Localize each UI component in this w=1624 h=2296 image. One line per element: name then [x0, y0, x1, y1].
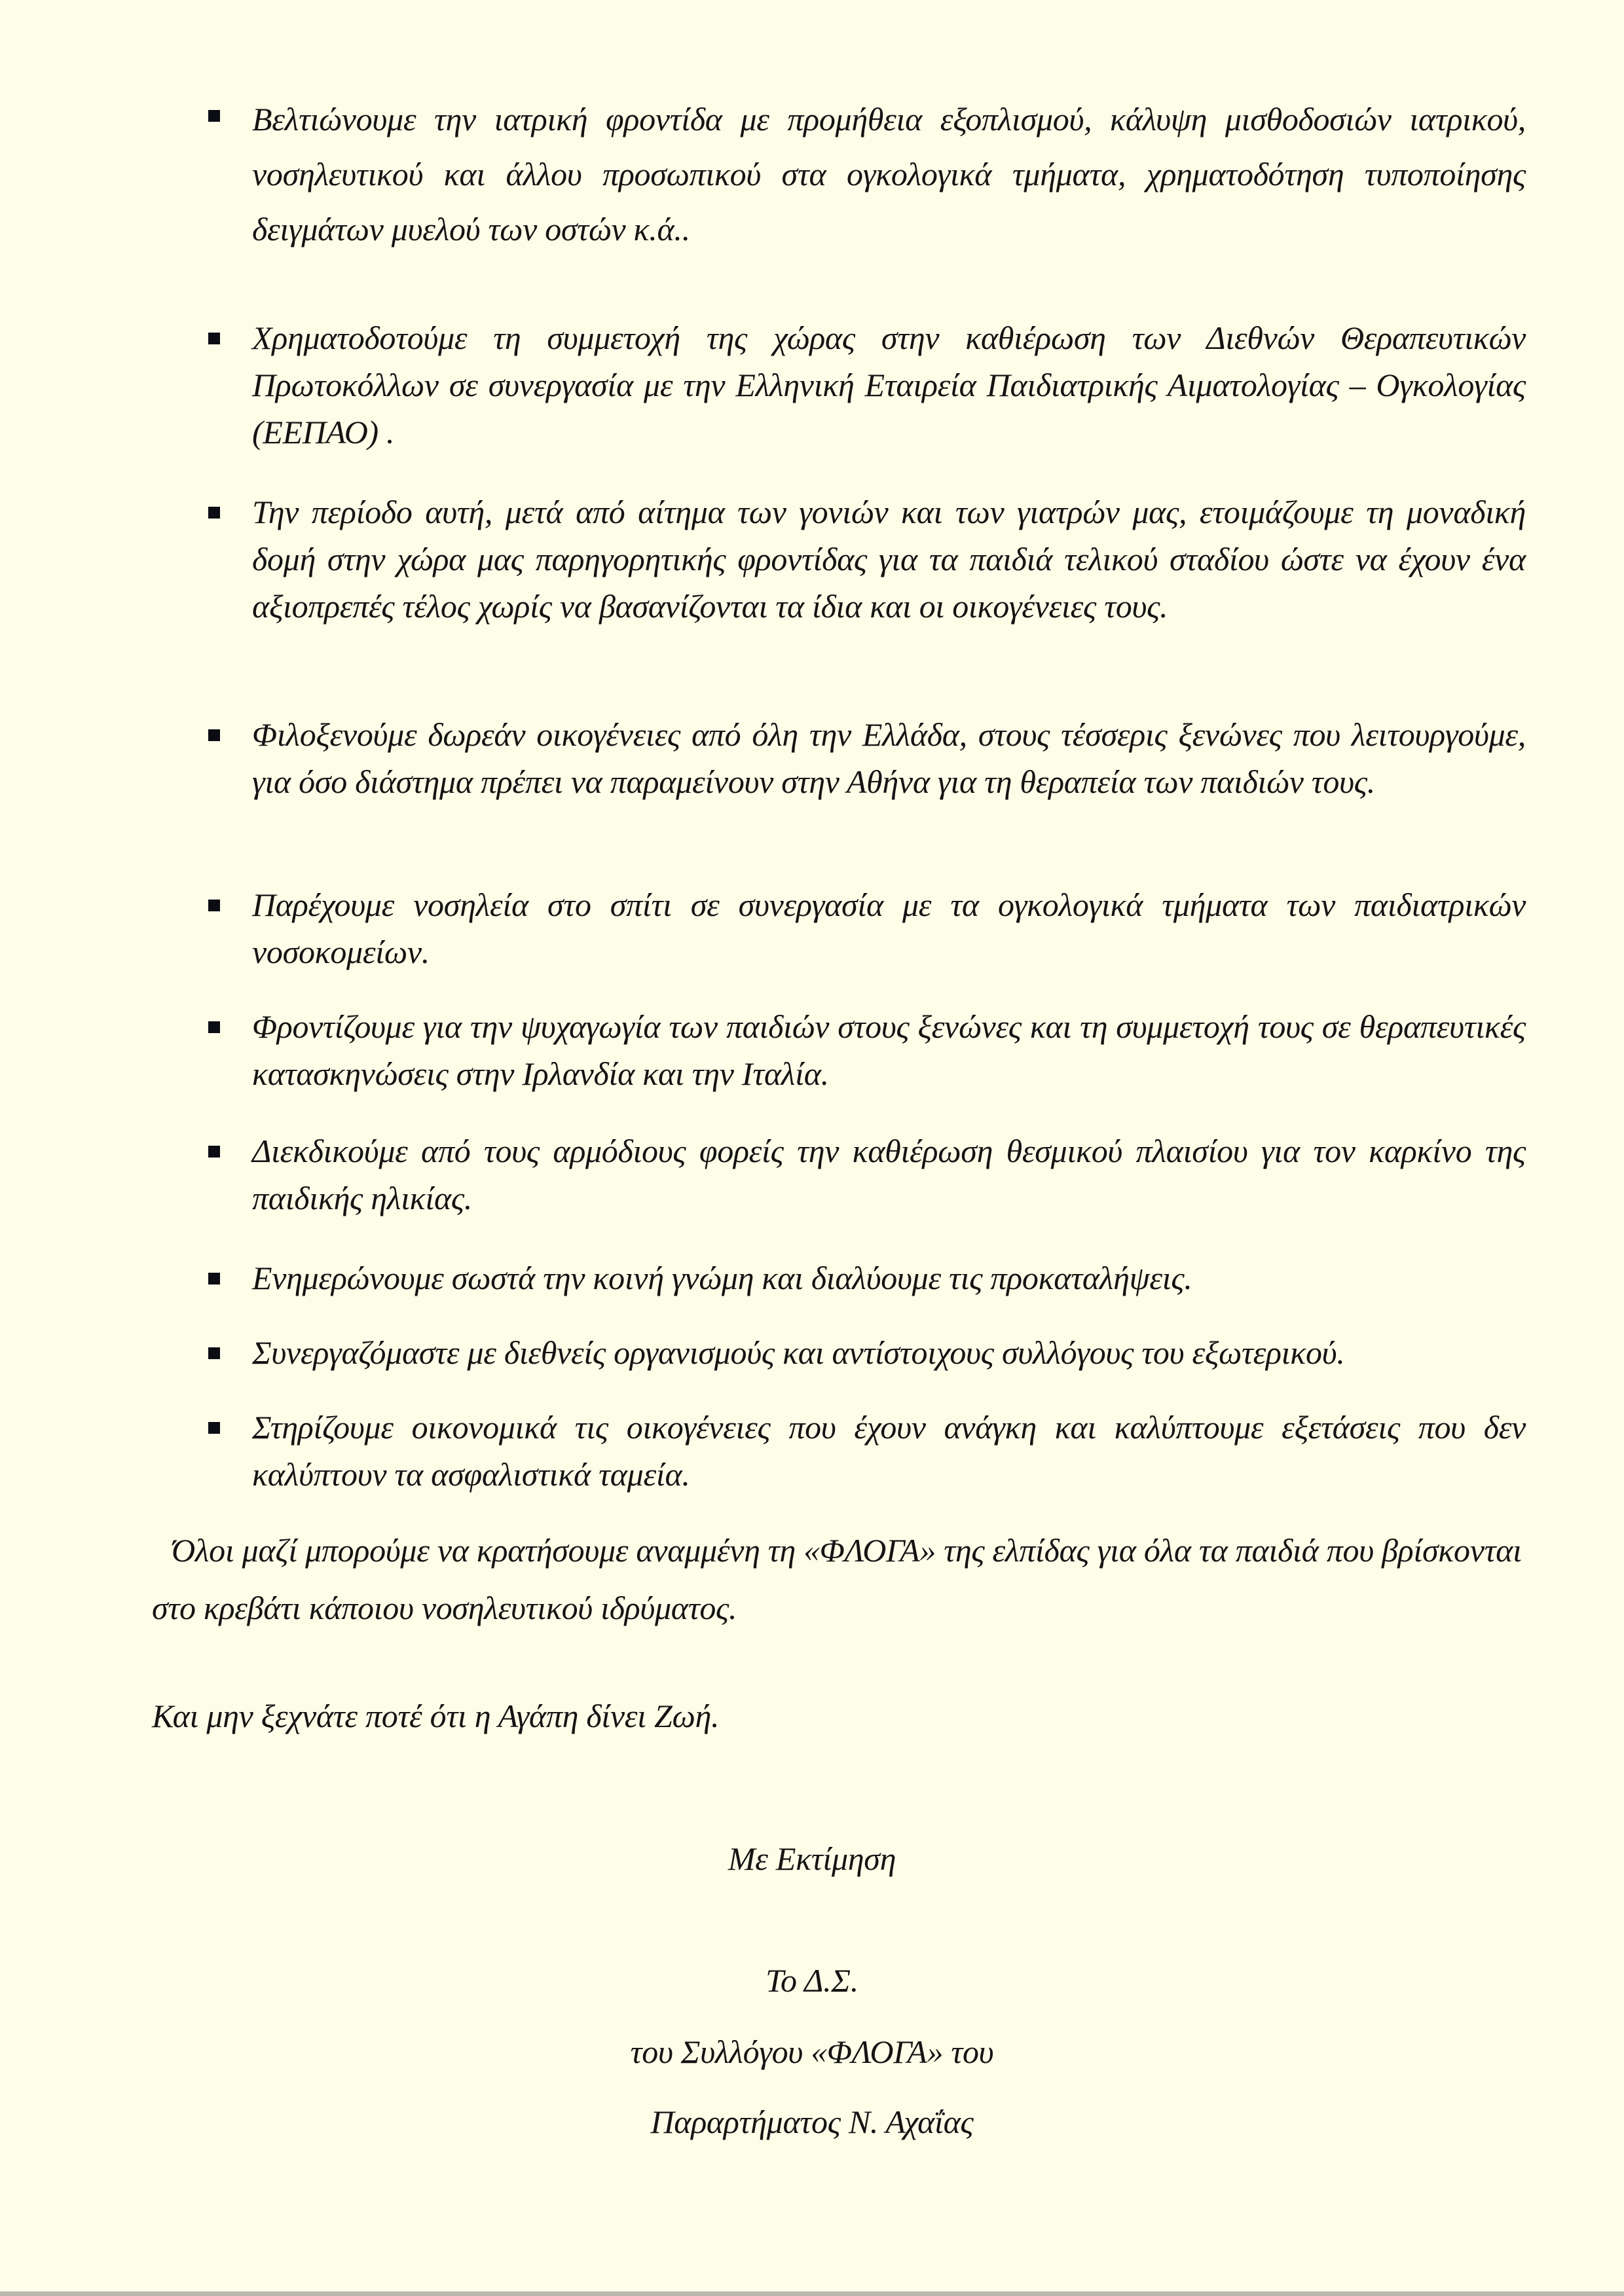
square-bullet-icon — [208, 900, 220, 911]
square-bullet-icon — [208, 1021, 220, 1033]
square-bullet-icon — [208, 1273, 220, 1285]
bullet-text: Την περίοδο αυτή, μετά από αίτημα των γονιών και των γιατρών μας, ετοιμάζουμε τη μοναδική δομή στην χώρα μας παρηγορητικής φροντίδας για τα παιδιά τελικού σταδίου ώστε να έχουν ένα αξιοπρεπές τέλος χωρίς να βασανίζονται τα ίδια και οι οικογένειες τους. — [252, 494, 1526, 625]
signature-association: του Συλλόγου «ΦΛΟΓΑ» του — [630, 2033, 994, 2070]
bullet-text: Διεκδικούμε από τους αρμόδιους φορείς την καθιέρωση θεσμικού πλαισίου για τον καρκίνο της παιδικής ηλικίας. — [252, 1133, 1526, 1216]
square-bullet-icon — [208, 729, 220, 741]
scan-bottom-edge — [0, 2291, 1624, 2296]
reminder-line: Και μην ξεχνάτε ποτέ ότι η Αγάπη δίνει Ζωή. — [152, 1698, 720, 1734]
bullet-text: Βελτιώνουμε την ιατρική φροντίδα με προμήθεια εξοπλισμού, κάλυψη μισθοδοσιών ιατρικού, νοσηλευτικού και άλλου προσωπικού στα ογκολογικά τμήματα, χρηματοδότηση τυποποίησης δειγμάτων μυελού των οστών κ.ά.. — [252, 101, 1526, 247]
signature-board: Το Δ.Σ. — [766, 1962, 858, 1999]
square-bullet-icon — [208, 1422, 220, 1434]
bullet-text: Χρηματοδοτούμε τη συμμετοχή της χώρας στην καθιέρωση των Διεθνών Θεραπευτικών Πρωτοκόλλων σε συνεργασία με την Ελληνική Εταιρεία Παιδιατρικής Αιματολογίας – Ογκολογίας (ΕΕΠΑΟ) . — [252, 319, 1526, 450]
closing-paragraph: Όλοι μαζί μπορούμε να κρατήσουμε αναμμένη τη «ΦΛΟΓΑ» της ελπίδας για όλα τα παιδιά που βρίσκονται στο κρεβάτι κάποιου νοσηλευτικού ιδρύματος. — [152, 1532, 1522, 1626]
salutation: Με Εκτίμηση — [728, 1840, 896, 1877]
bullet-text: Ενημερώνουμε σωστά την κοινή γνώμη και διαλύουμε τις προκαταλήψεις. — [252, 1260, 1192, 1296]
bullet-text: Φροντίζουμε για την ψυχαγωγία των παιδιών στους ξενώνες και τη συμμετοχή τους σε θεραπευτικές κατασκηνώσεις στην Ιρλανδία και την Ιταλία. — [252, 1008, 1526, 1092]
square-bullet-icon — [208, 1347, 220, 1359]
square-bullet-icon — [208, 507, 220, 519]
square-bullet-icon — [208, 333, 220, 344]
square-bullet-icon — [208, 1146, 220, 1157]
signature-branch: Παραρτήματος Ν. Αχαΐας — [650, 2104, 974, 2140]
square-bullet-icon — [208, 110, 220, 122]
bullet-text: Παρέχουμε νοσηλεία στο σπίτι σε συνεργασία με τα ογκολογικά τμήματα των παιδιατρικών νοσοκομείων. — [252, 886, 1526, 970]
bullet-text: Συνεργαζόμαστε με διεθνείς οργανισμούς και αντίστοιχους συλλόγους του εξωτερικού. — [252, 1334, 1345, 1371]
bullet-text: Φιλοξενούμε δωρεάν οικογένειες από όλη την Ελλάδα, στους τέσσερις ξενώνες που λειτουργούμε, για όσο διάστημα πρέπει να παραμείνουν στην Αθήνα για τη θεραπεία των παιδιών τους. — [252, 716, 1526, 800]
bullet-text: Στηρίζουμε οικονομικά τις οικογένειες που έχουν ανάγκη και καλύπτουμε εξετάσεις που δεν καλύπτουν τα ασφαλιστικά ταμεία. — [252, 1409, 1526, 1493]
